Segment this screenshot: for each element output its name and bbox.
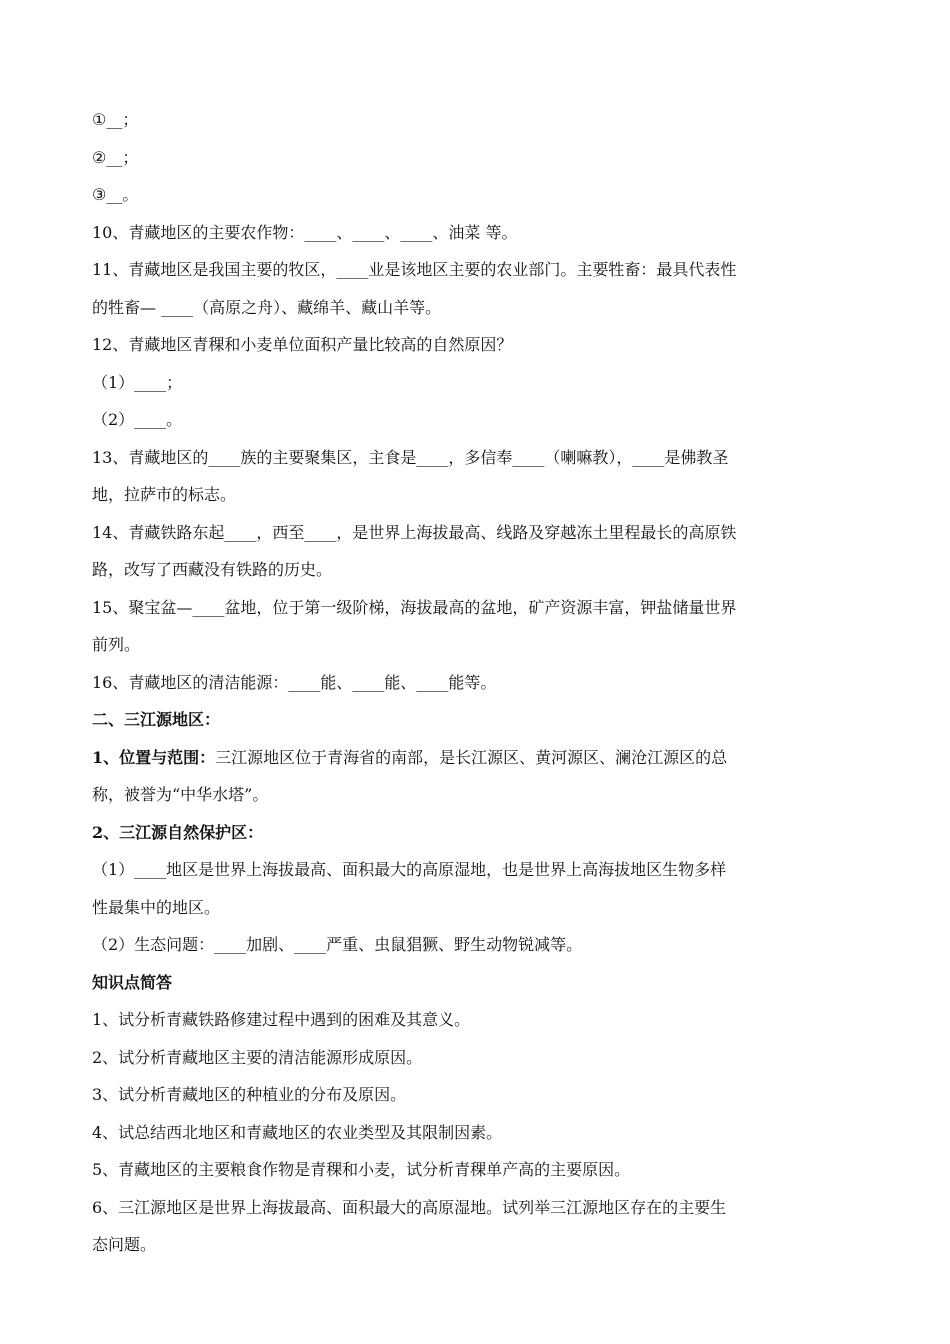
line-text: 知识点简答: [92, 972, 173, 992]
document-body: [92, 101, 870, 1264]
text-line: [92, 776, 870, 814]
line-text: 二、三江源地区：: [92, 710, 221, 729]
text-line: [92, 701, 870, 739]
text-line: [92, 1001, 870, 1039]
line-text: 称，被誉为“中华水塔”。: [92, 785, 269, 804]
line-text: 2、试分析青藏地区主要的清洁能源形成原因。: [92, 1047, 423, 1067]
line-text: 地，拉萨市的标志。: [92, 485, 237, 504]
line-text: ③__。: [92, 185, 139, 204]
line-text: 12、青藏地区青稞和小麦单位面积产量比较高的自然原因？: [92, 335, 513, 354]
text-line: [92, 176, 870, 214]
text-line: [92, 1226, 870, 1264]
text-line: [92, 251, 870, 289]
text-line: [92, 626, 870, 664]
text-line: [92, 889, 870, 927]
text-line: [92, 1039, 870, 1077]
line-text: 4、试总结西北地区和青藏地区的农业类型及其限制因素。: [92, 1122, 503, 1142]
line-text: 11、青藏地区是我国主要的牧区，____业是该地区主要的农业部门。主要牲畜：最具代表性: [92, 260, 737, 279]
text-line: [92, 664, 870, 702]
line-text: 10、青藏地区的主要农作物：____、____、____、油菜 等。: [92, 222, 518, 242]
text-line: [92, 214, 870, 252]
line-text: ②__；: [92, 147, 139, 167]
line-text: （2）____。: [92, 410, 183, 429]
line-text: 3、试分析青藏地区的种植业的分布及原因。: [92, 1085, 407, 1104]
line-text: ①__；: [92, 110, 139, 129]
text-line: [92, 739, 870, 777]
line-text: 15、聚宝盆—____盆地，位于第一级阶梯，海拔最高的盆地，矿产资源丰富，钾盐储量世界: [92, 597, 737, 617]
line-text: 1、试分析青藏铁路修建过程中遇到的困难及其意义。: [92, 1010, 471, 1029]
line-text: （1）____；: [92, 372, 183, 392]
section-lead: 1、位置与范围：: [92, 747, 216, 767]
text-line: [92, 1151, 870, 1189]
text-line: [92, 551, 870, 589]
text-line: [92, 589, 870, 627]
text-line: [92, 1076, 870, 1114]
line-text: 路，改写了西藏没有铁路的历史。: [92, 560, 333, 579]
text-line: [92, 926, 870, 964]
text-line: [92, 1189, 870, 1227]
text-line: [92, 101, 870, 139]
text-line: [92, 476, 870, 514]
text-line: [92, 514, 870, 552]
line-text: 2、三江源自然保护区：: [92, 822, 264, 842]
line-text: 态问题。: [92, 1235, 157, 1254]
line-text: 的牲畜— ____（高原之舟）、藏绵羊、藏山羊等。: [92, 297, 442, 317]
line-text: （1）____地区是世界上海拔最高、面积最大的高原湿地，也是世界上高海拔地区生物多样: [92, 860, 727, 879]
line-text: 13、青藏地区的____族的主要聚集区，主食是____，多信奉____（喇嘛教），____是佛教圣: [92, 447, 729, 467]
line-text: 14、青藏铁路东起____，西至____，是世界上海拔最高、线路及穿越冻土里程最长的高原铁: [92, 522, 737, 542]
line-text: 前列。: [92, 635, 141, 654]
text-line: [92, 814, 870, 852]
text-line: [92, 439, 870, 477]
text-line: [92, 851, 870, 889]
line-text: 16、青藏地区的清洁能源：____能、____能、____能等。: [92, 672, 497, 692]
text-line: [92, 289, 870, 327]
text-line: [92, 1114, 870, 1152]
text-line: [92, 401, 870, 439]
line-text: 5、青藏地区的主要粮食作物是青稞和小麦，试分析青稞单产高的主要原因。: [92, 1160, 631, 1179]
text-line: [92, 964, 870, 1002]
line-text: 三江源地区位于青海省的南部，是长江源区、黄河源区、澜沧江源区的总: [215, 747, 728, 767]
line-text: （2）生态问题：____加剧、____严重、虫鼠猖獗、野生动物锐减等。: [92, 935, 583, 954]
line-text: 6、三江源地区是世界上海拔最高、面积最大的高原湿地。试列举三江源地区存在的主要生: [92, 1197, 727, 1217]
line-text: 性最集中的地区。: [92, 897, 221, 917]
text-line: [92, 364, 870, 402]
text-line: [92, 326, 870, 364]
text-line: [92, 139, 870, 177]
